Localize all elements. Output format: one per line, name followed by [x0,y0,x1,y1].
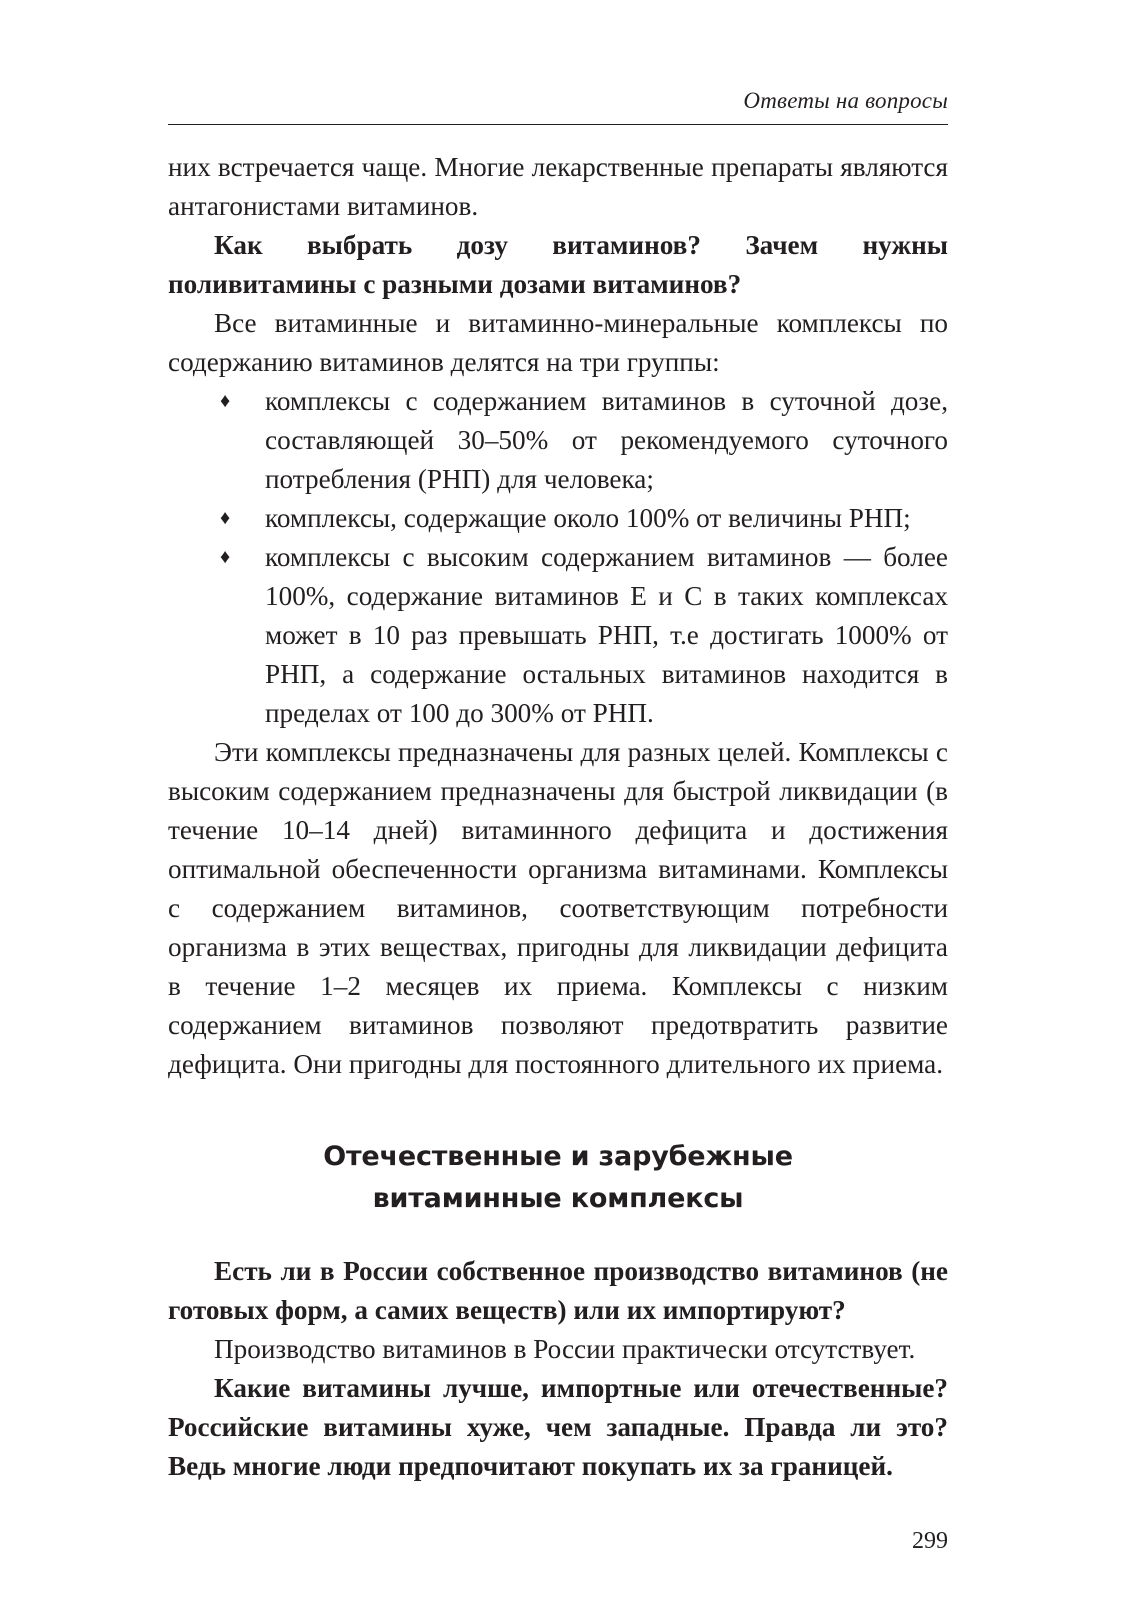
list-item [168,382,948,499]
section-title [168,1136,948,1220]
question-import-vs-domestic: Какие витамины лучше, импортные или отечественные? Российские витамины хуже, чем западные. Правда ли это? Ведь многие люди предпочитают покупать их за границей. [168,1373,948,1481]
diamond-bullet-icon: ♦ [220,390,231,412]
groups-list [168,382,948,733]
page-body [168,148,948,1486]
section-title-line-1: Отечественные и зарубежные [323,1141,793,1172]
list-item-text: комплексы с содержанием витаминов в суточной дозе, составляющей 30–50% от рекомендуемого суточного потребления (РНП) для человека; [265,386,948,494]
paragraph-purposes: Эти комплексы предназначены для разных целей. Комплексы с высоким содержанием предназначены для быстрой ликвидации (в течение 10–14 дней) витаминного дефицита и достижения оптимальной обеспеченности организма витаминами. Комплексы с содержанием витаминов, соответствующим потребности организма в этих веществах, пригодны для ликвидации дефицита в течение 1–2 месяцев их приема. Комплексы с низким содержанием витаминов позволяют предотвратить развитие дефицита. Они пригодны для постоянного длительного их приема. [168,737,948,1079]
question-production: Есть ли в России собственное производство витаминов (не готовых форм, а самих веществ) или их импортируют? [168,1256,948,1325]
diamond-bullet-icon: ♦ [220,507,231,529]
running-head: Ответы на вопросы [743,88,948,113]
paragraph-production-answer: Производство витаминов в России практически отсутствует. [214,1334,916,1364]
list-item [168,499,948,538]
diamond-bullet-icon: ♦ [220,546,231,568]
paragraph-groups-intro: Все витаминные и витаминно-минеральные комплексы по содержанию витаминов делятся на три группы: [168,308,948,377]
question-dose: Как выбрать дозу витаминов? Зачем нужны поливитамины с разными дозами витаминов? [168,230,948,299]
list-item [168,538,948,733]
list-item-text: комплексы, содержащие около 100% от величины РНП; [265,503,911,533]
paragraph-continuation: них встречается чаще. Многие лекарственные препараты являются антагонистами витаминов. [168,152,948,221]
list-item-text: комплексы с высоким содержанием витаминов — более 100%, содержание витаминов Е и С в таких комплексах может в 10 раз превышать РНП, т.е достигать 1000% от РНП, а содержание остальных витаминов находится в пределах от 100 до 300% от РНП. [265,542,948,728]
page-number: 299 [912,1528,948,1554]
section-title-line-2: витаминные комплексы [372,1183,744,1214]
header-rule [168,124,948,125]
